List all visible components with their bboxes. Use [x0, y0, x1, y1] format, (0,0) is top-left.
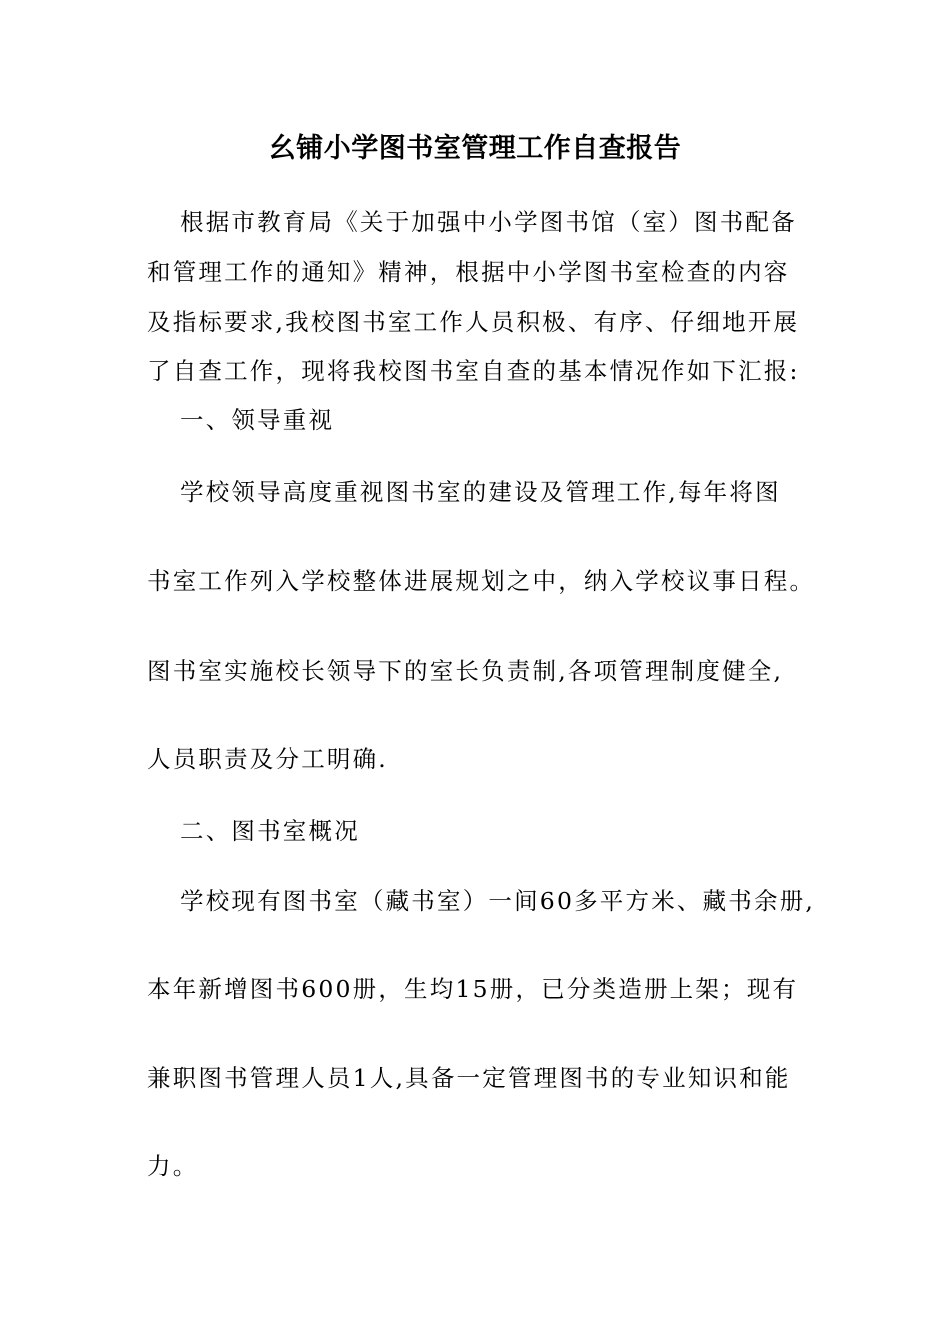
- intro-line: 了自查工作，现将我校图书室自查的基本情况作如下汇报:: [147, 357, 800, 385]
- section2-line: 力。: [147, 1152, 199, 1180]
- section-heading-overview: 二、图书室概况: [180, 817, 360, 845]
- intro-line: 根据市教育局《关于加强中小学图书馆（室）图书配备: [180, 208, 797, 236]
- section2-line: 学校现有图书室（藏书室）一间60多平方米、藏书余册,: [180, 887, 816, 915]
- section1-line: 书室工作列入学校整体进展规划之中，纳入学校议事日程。: [147, 567, 816, 595]
- section2-line: 本年新增图书600册，生均15册，已分类造册上架；现有: [147, 975, 799, 1003]
- intro-line: 及指标要求,我校图书室工作人员积极、有序、仔细地开展: [147, 308, 800, 336]
- section1-line: 人员职责及分工明确.: [147, 745, 388, 773]
- section1-line: 图书室实施校长领导下的室长负责制,各项管理制度健全,: [147, 657, 784, 685]
- document-title: 幺铺小学图书室管理工作自查报告: [268, 133, 682, 164]
- section-heading-leadership: 一、领导重视: [180, 406, 335, 434]
- section2-line: 兼职图书管理人员1人,具备一定管理图书的专业知识和能: [147, 1064, 791, 1092]
- section1-line: 学校领导高度重视图书室的建设及管理工作,每年将图: [180, 478, 781, 506]
- intro-line: 和管理工作的通知》精神，根据中小学图书室检查的内容: [147, 258, 790, 286]
